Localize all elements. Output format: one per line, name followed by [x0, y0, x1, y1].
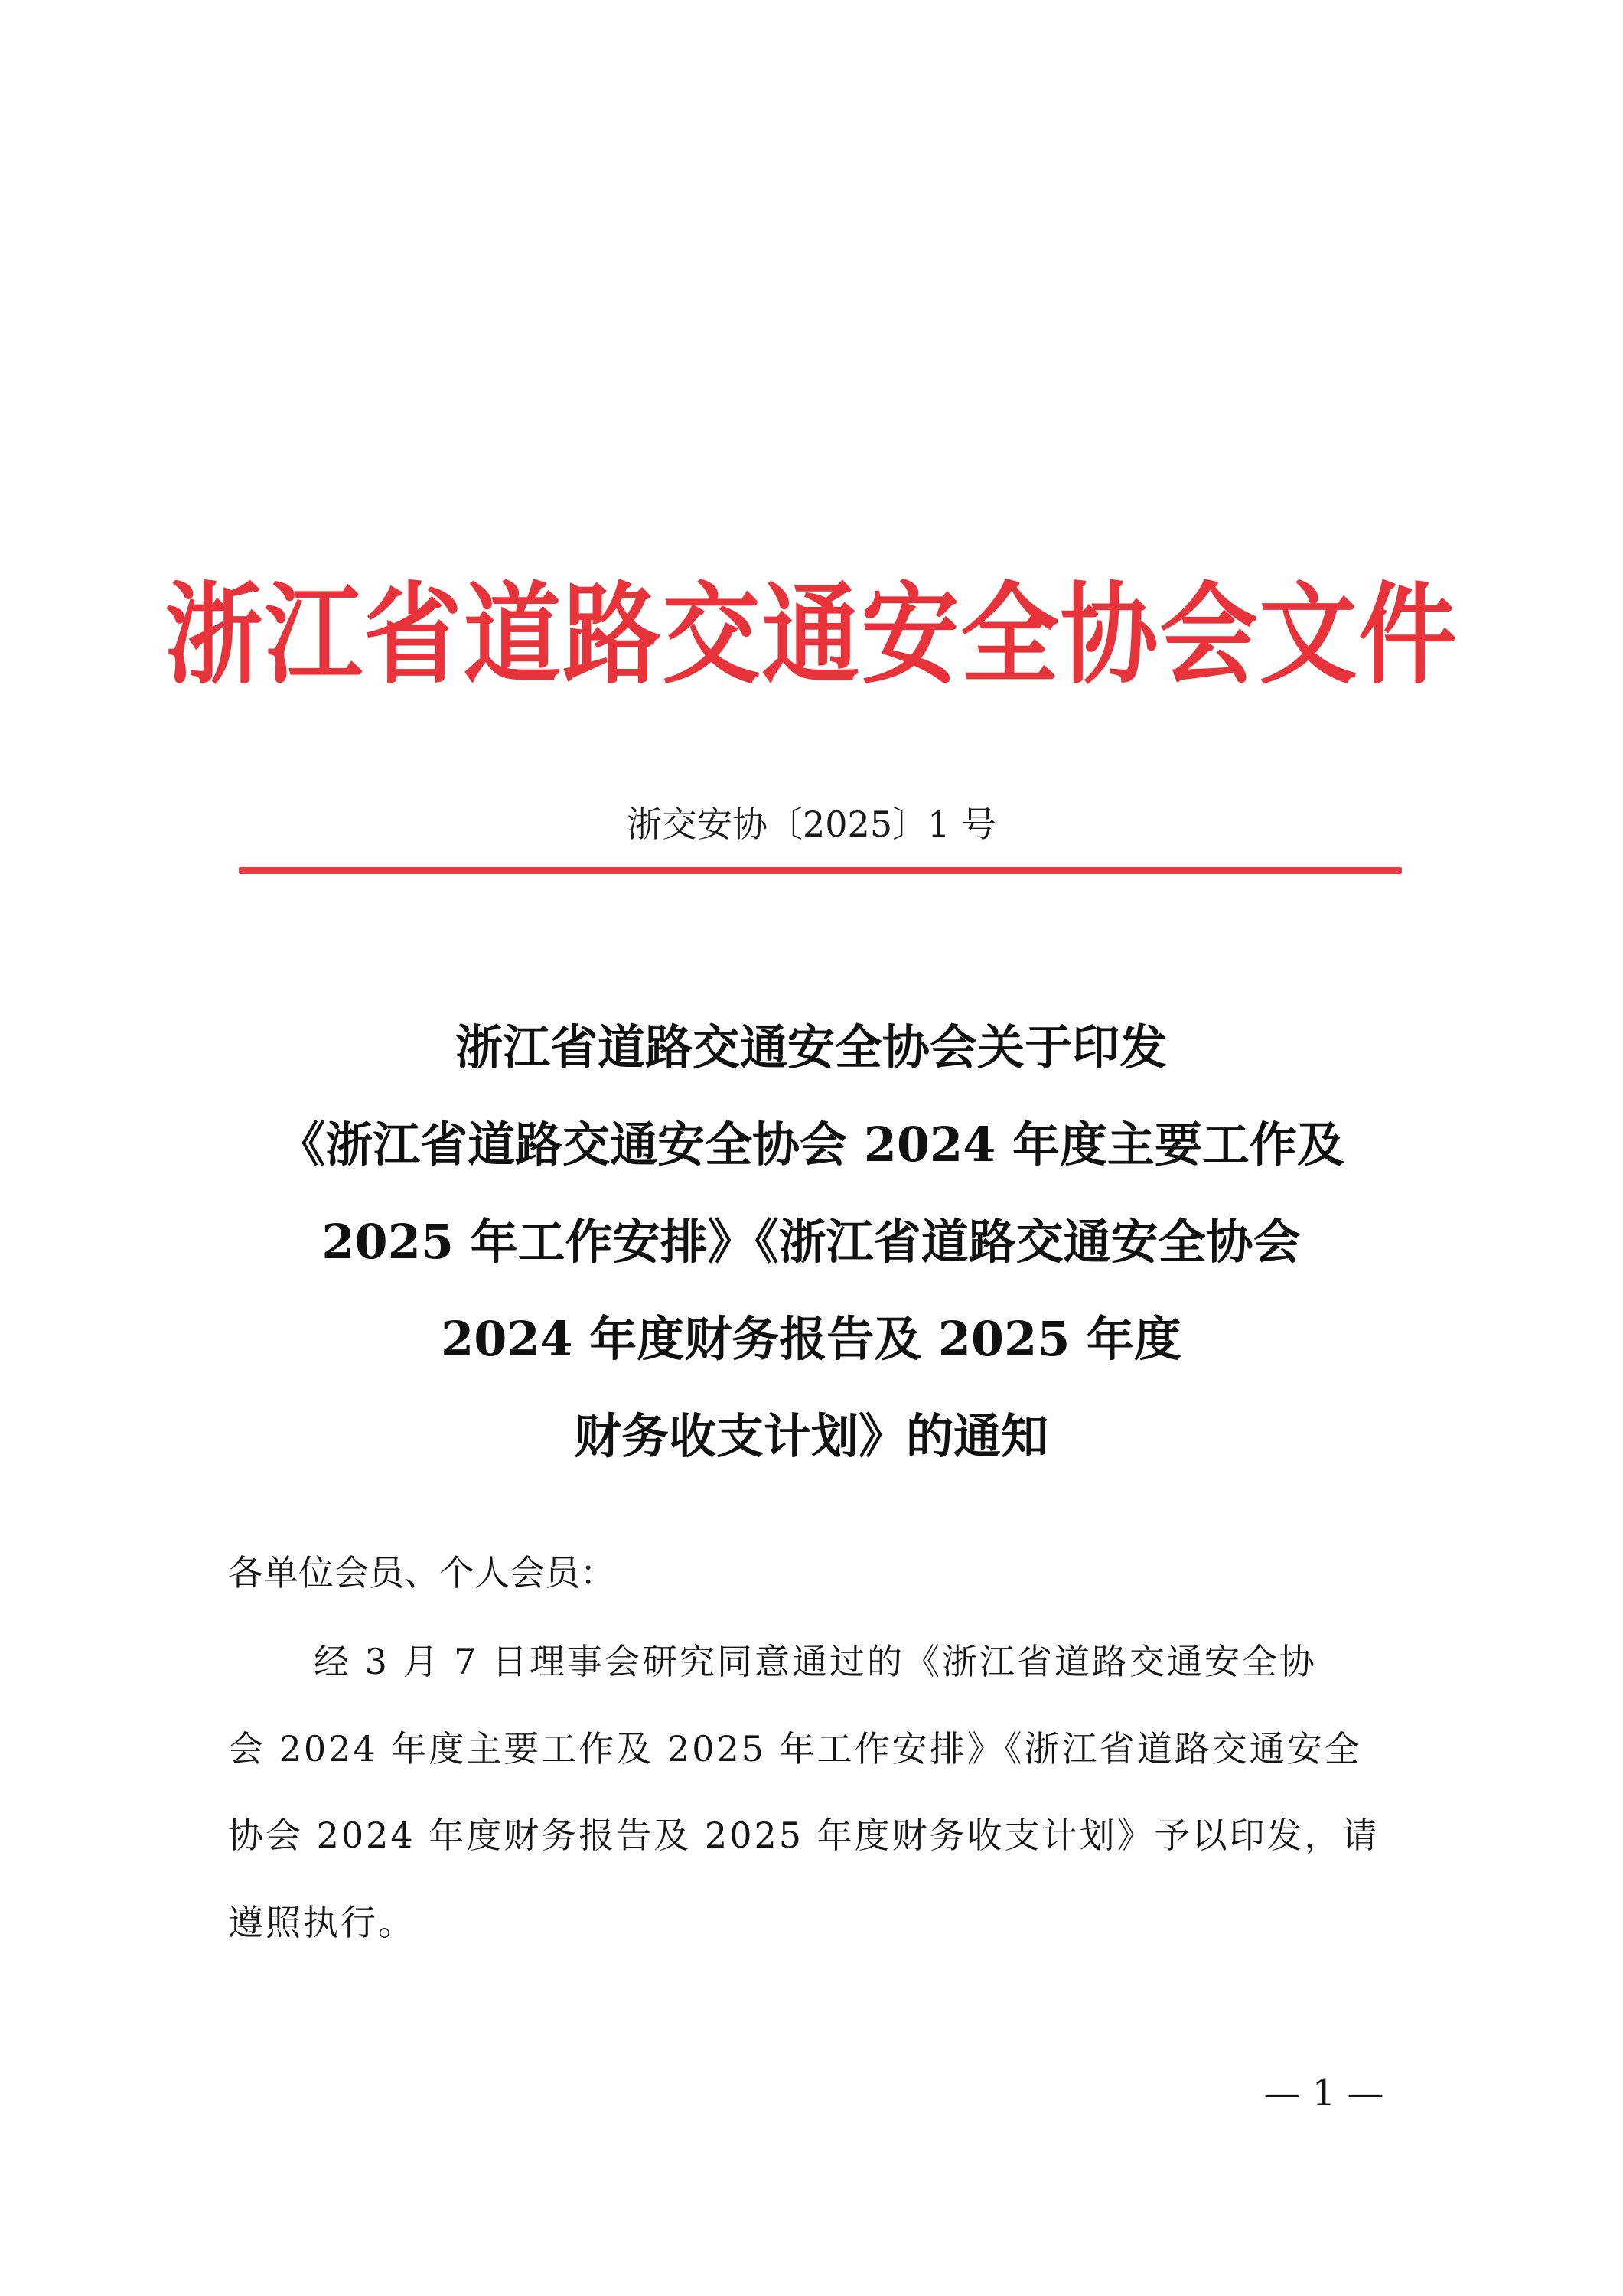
- notice-title-line: 《浙江省道路交通安全协会 2024 年度主要工作及: [278, 1117, 1344, 1172]
- document-number: 浙交安协〔2025〕1 号: [627, 804, 996, 845]
- body-text-line: 遵照执行。: [228, 1902, 416, 1943]
- notice-title-line: 2025 年工作安排》《浙江省道路交通安全协会: [321, 1214, 1301, 1270]
- salutation: 各单位会员、个人会员：: [228, 1552, 615, 1593]
- notice-title-line: 财务收支计划》的通知: [573, 1408, 1048, 1464]
- notice-title-line: 2024 年度财务报告及 2025 年度: [441, 1311, 1181, 1367]
- red-divider-line: [239, 867, 1402, 874]
- body-text-line: 协会 2024 年度财务报告及 2025 年度财务收支计划》予以印发，请: [228, 1815, 1380, 1856]
- body-text-line: 会 2024 年度主要工作及 2025 年工作安排》《浙江省道路交通安全: [228, 1728, 1362, 1769]
- body-text-line: 经 3 月 7 日理事会研究同意通过的《浙江省道路交通安全协: [314, 1641, 1318, 1682]
- masthead-title: 浙江省道路交通安全协会文件: [165, 571, 1458, 700]
- notice-title: [184, 999, 1439, 1485]
- page-number: — 1 —: [1263, 2072, 1384, 2115]
- notice-title-line: 浙江省道路交通安全协会关于印发: [455, 1019, 1167, 1075]
